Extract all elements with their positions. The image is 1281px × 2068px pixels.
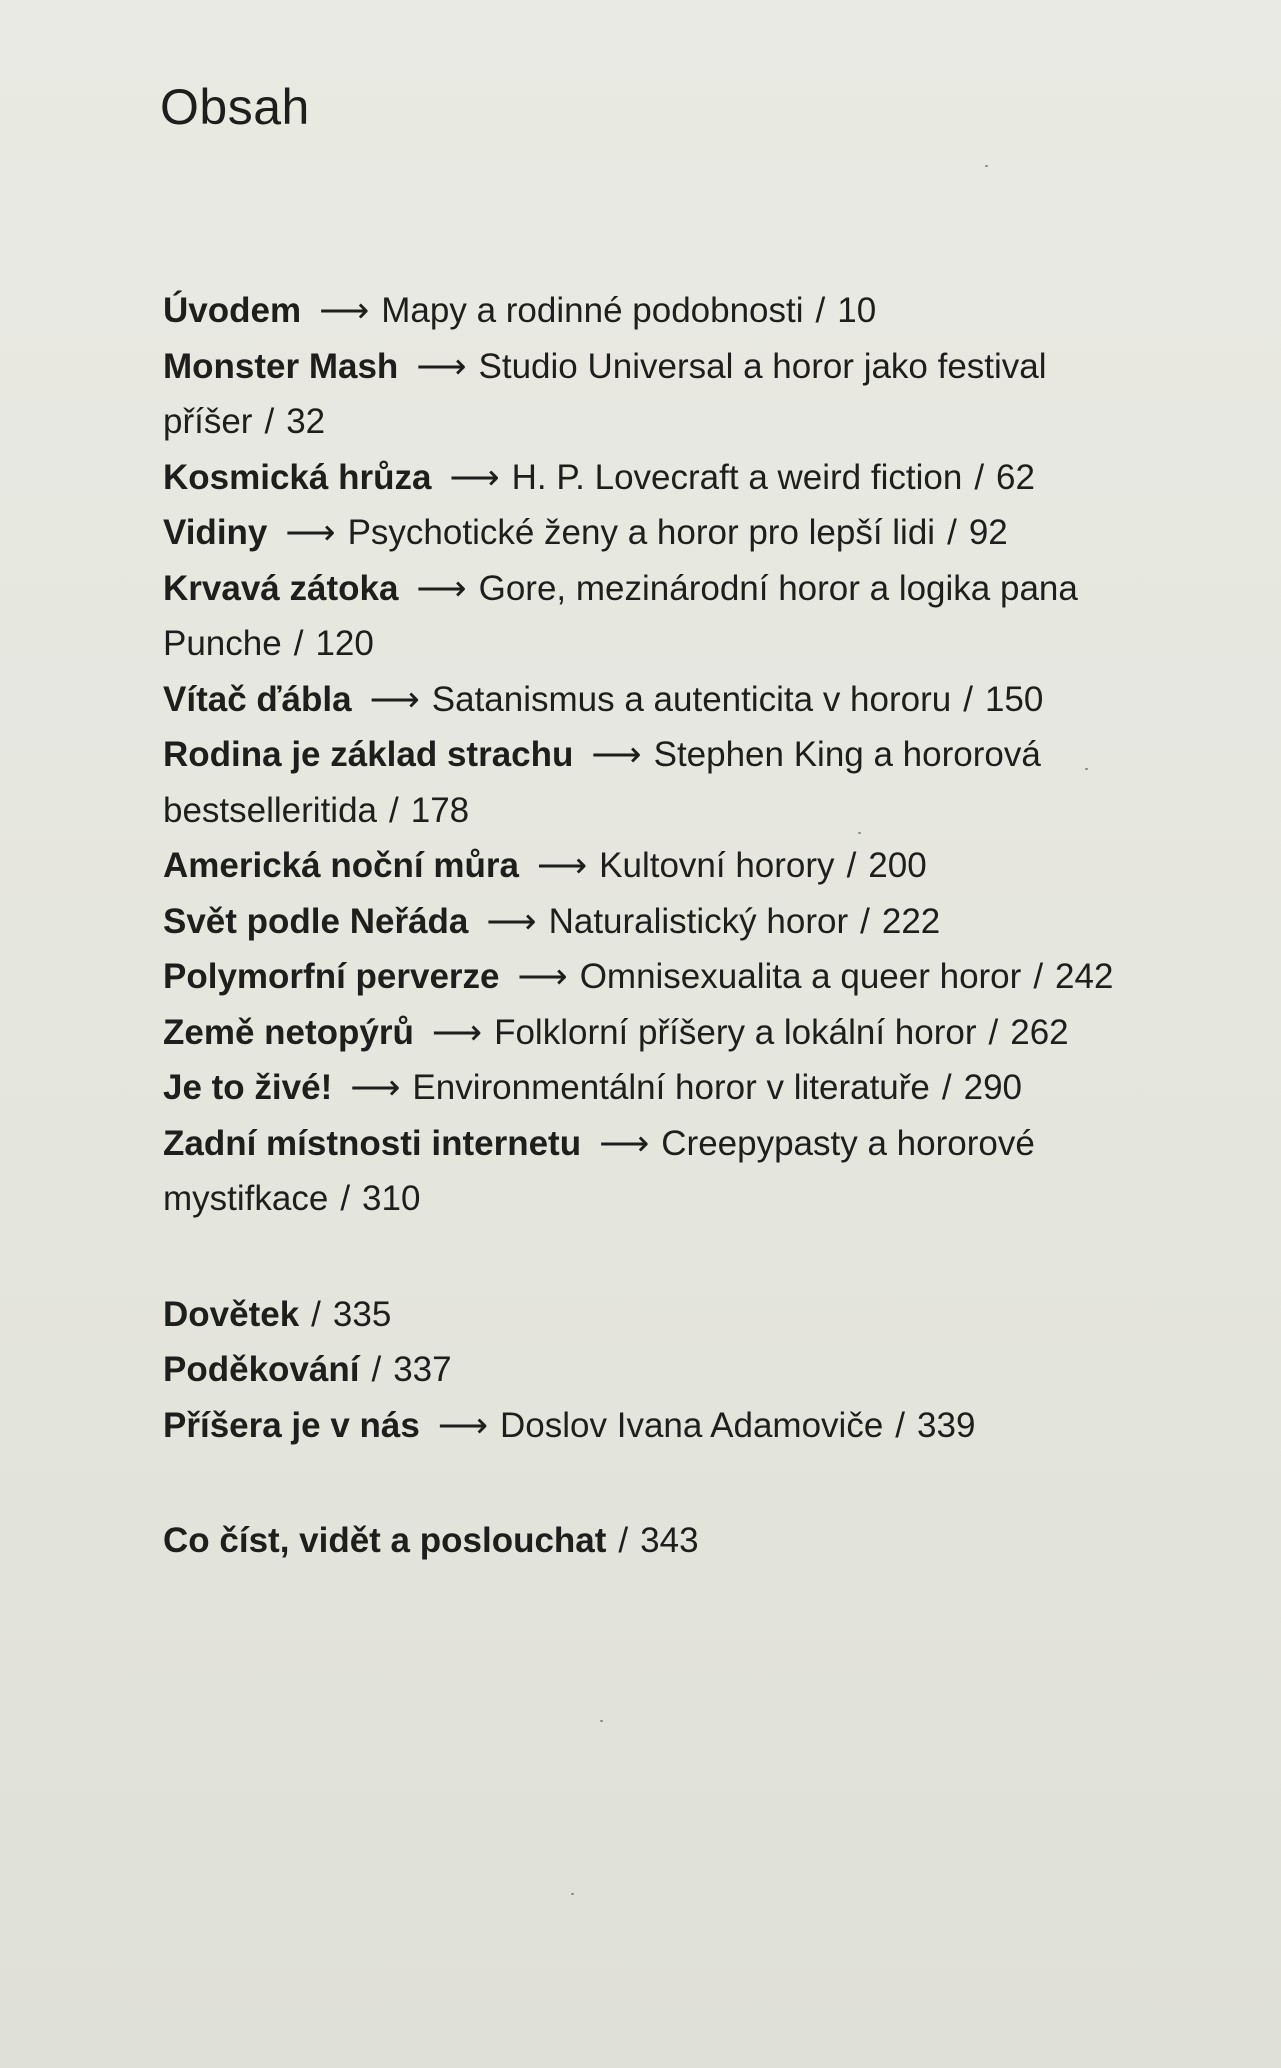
entry-heading: Poděkování bbox=[163, 1350, 360, 1389]
entry-description: Gore, mezinárodní horor a logika pana Punche bbox=[163, 568, 1078, 663]
entry-heading: Dovětek bbox=[163, 1294, 300, 1334]
toc-entry bbox=[163, 1116, 1183, 1227]
page-separator: / bbox=[389, 790, 399, 830]
entry-description: Environmentální horor v literatuře bbox=[412, 1068, 930, 1107]
page-separator: / bbox=[1033, 957, 1044, 996]
entry-description: Doslov Ivana Adamoviče bbox=[500, 1405, 884, 1445]
entry-heading: Příšera je v nás bbox=[163, 1405, 420, 1445]
page-separator: / bbox=[947, 513, 957, 552]
entry-heading: Země netopýrů bbox=[163, 1012, 414, 1052]
page-separator: / bbox=[941, 1068, 952, 1107]
arrow-icon: ⟶ bbox=[369, 679, 418, 719]
page-number: 339 bbox=[917, 1405, 976, 1445]
arrow-icon: ⟶ bbox=[416, 346, 465, 386]
chapter-list bbox=[163, 283, 1183, 1227]
page-number: 343 bbox=[640, 1521, 699, 1560]
entry-heading: Vidiny bbox=[163, 513, 268, 552]
entry-description: Stephen King a hororová bestselleritida bbox=[163, 735, 1041, 830]
entry-description: Omnisexualita a queer horor bbox=[579, 957, 1022, 996]
page-separator: / bbox=[340, 1179, 351, 1218]
paper-speck bbox=[571, 1893, 574, 1895]
page-separator: / bbox=[293, 624, 304, 663]
toc-entry bbox=[163, 561, 1183, 672]
page-number: 200 bbox=[868, 846, 927, 885]
arrow-icon: ⟶ bbox=[437, 1405, 487, 1445]
table-of-contents bbox=[163, 283, 1183, 1569]
page-number: 262 bbox=[1010, 1012, 1069, 1052]
paper-speck bbox=[600, 1720, 603, 1722]
entry-heading: Americká noční můra bbox=[163, 846, 519, 885]
arrow-icon: ⟶ bbox=[350, 1068, 399, 1107]
toc-entry bbox=[163, 1060, 1183, 1116]
entry-description: H. P. Lovecraft a weird fiction bbox=[511, 457, 963, 497]
arrow-icon: ⟶ bbox=[599, 1123, 648, 1163]
entry-description: Kultovní horory bbox=[599, 846, 835, 885]
arrow-icon: ⟶ bbox=[416, 568, 465, 608]
page-number: 242 bbox=[1055, 957, 1114, 996]
toc-entry bbox=[163, 672, 1183, 728]
toc-entry bbox=[163, 1513, 1183, 1569]
page-separator: / bbox=[264, 402, 275, 441]
toc-entry bbox=[163, 838, 1183, 894]
toc-entry bbox=[163, 1342, 1183, 1398]
page-number: 120 bbox=[315, 624, 374, 663]
page-title: Obsah bbox=[160, 79, 310, 135]
entry-heading: Vítač ďábla bbox=[163, 679, 352, 719]
page-number: 32 bbox=[286, 402, 326, 441]
section-spacer bbox=[163, 1453, 1183, 1513]
page-separator: / bbox=[311, 1294, 321, 1334]
toc-entry bbox=[163, 1005, 1183, 1061]
page-number: 335 bbox=[332, 1294, 392, 1334]
paper-speck bbox=[1085, 768, 1088, 770]
page-separator: / bbox=[988, 1012, 999, 1052]
page-separator: / bbox=[974, 457, 985, 497]
page-number: 92 bbox=[968, 513, 1008, 552]
toc-entry bbox=[163, 949, 1183, 1005]
page-number: 150 bbox=[984, 679, 1044, 719]
arrow-icon: ⟶ bbox=[431, 1012, 481, 1052]
toc-entry bbox=[163, 339, 1183, 450]
entry-description: Naturalistický horor bbox=[548, 901, 849, 941]
arrow-icon: ⟶ bbox=[486, 901, 535, 941]
toc-entry bbox=[163, 894, 1183, 950]
entry-heading: Rodina je základ strachu bbox=[163, 735, 574, 774]
entry-heading: Úvodem bbox=[163, 291, 302, 330]
arrow-icon: ⟶ bbox=[517, 957, 566, 996]
page-number: 10 bbox=[837, 291, 877, 330]
entry-heading: Co číst, vidět a poslouchat bbox=[163, 1521, 607, 1560]
appendix-list bbox=[163, 1287, 1183, 1454]
page-number: 337 bbox=[393, 1350, 452, 1389]
entry-heading: Je to živé! bbox=[163, 1068, 333, 1107]
page-separator: / bbox=[860, 901, 870, 941]
entry-description: Satanismus a autenticita v hororu bbox=[431, 679, 952, 719]
toc-entry bbox=[163, 505, 1183, 561]
page-separator: / bbox=[895, 1405, 906, 1445]
toc-entry bbox=[163, 450, 1183, 506]
page-separator: / bbox=[846, 846, 857, 885]
entry-heading: Krvavá zátoka bbox=[163, 568, 399, 608]
entry-heading: Polymorfní perverze bbox=[163, 957, 500, 996]
entry-heading: Zadní místnosti internetu bbox=[163, 1123, 582, 1163]
arrow-icon: ⟶ bbox=[591, 735, 640, 774]
entry-description: Psychotické ženy a horor pro lepší lidi bbox=[347, 513, 936, 552]
toc-entry bbox=[163, 283, 1183, 339]
arrow-icon: ⟶ bbox=[285, 513, 334, 552]
entry-heading: Monster Mash bbox=[163, 346, 399, 386]
page-number: 62 bbox=[996, 457, 1035, 497]
arrow-icon: ⟶ bbox=[536, 846, 586, 885]
entry-heading: Svět podle Neřáda bbox=[163, 901, 469, 941]
arrow-icon: ⟶ bbox=[449, 457, 498, 497]
page-separator: / bbox=[815, 291, 826, 330]
toc-entry bbox=[163, 1398, 1183, 1454]
entry-heading: Kosmická hrůza bbox=[163, 457, 432, 497]
page-number: 222 bbox=[881, 901, 941, 941]
closing-list bbox=[163, 1513, 1183, 1569]
page-separator: / bbox=[618, 1521, 629, 1560]
entry-description: Folklorní příšery a lokální horor bbox=[494, 1012, 977, 1052]
page-number: 178 bbox=[410, 790, 470, 830]
entry-description: Studio Universal a horor jako festival příšer bbox=[163, 346, 1047, 441]
toc-entry bbox=[163, 727, 1183, 838]
paper-speck bbox=[858, 832, 861, 834]
section-spacer bbox=[163, 1227, 1183, 1287]
toc-entry bbox=[163, 1287, 1183, 1343]
page-separator: / bbox=[371, 1350, 382, 1389]
entry-description: Mapy a rodinné podobnosti bbox=[381, 291, 804, 330]
paper-speck bbox=[985, 165, 988, 167]
entry-description: Creepypasty a hororové mystifkace bbox=[163, 1123, 1035, 1218]
page-number: 290 bbox=[963, 1068, 1023, 1107]
arrow-icon: ⟶ bbox=[319, 291, 368, 330]
page-number: 310 bbox=[362, 1179, 421, 1218]
page-separator: / bbox=[963, 679, 973, 719]
